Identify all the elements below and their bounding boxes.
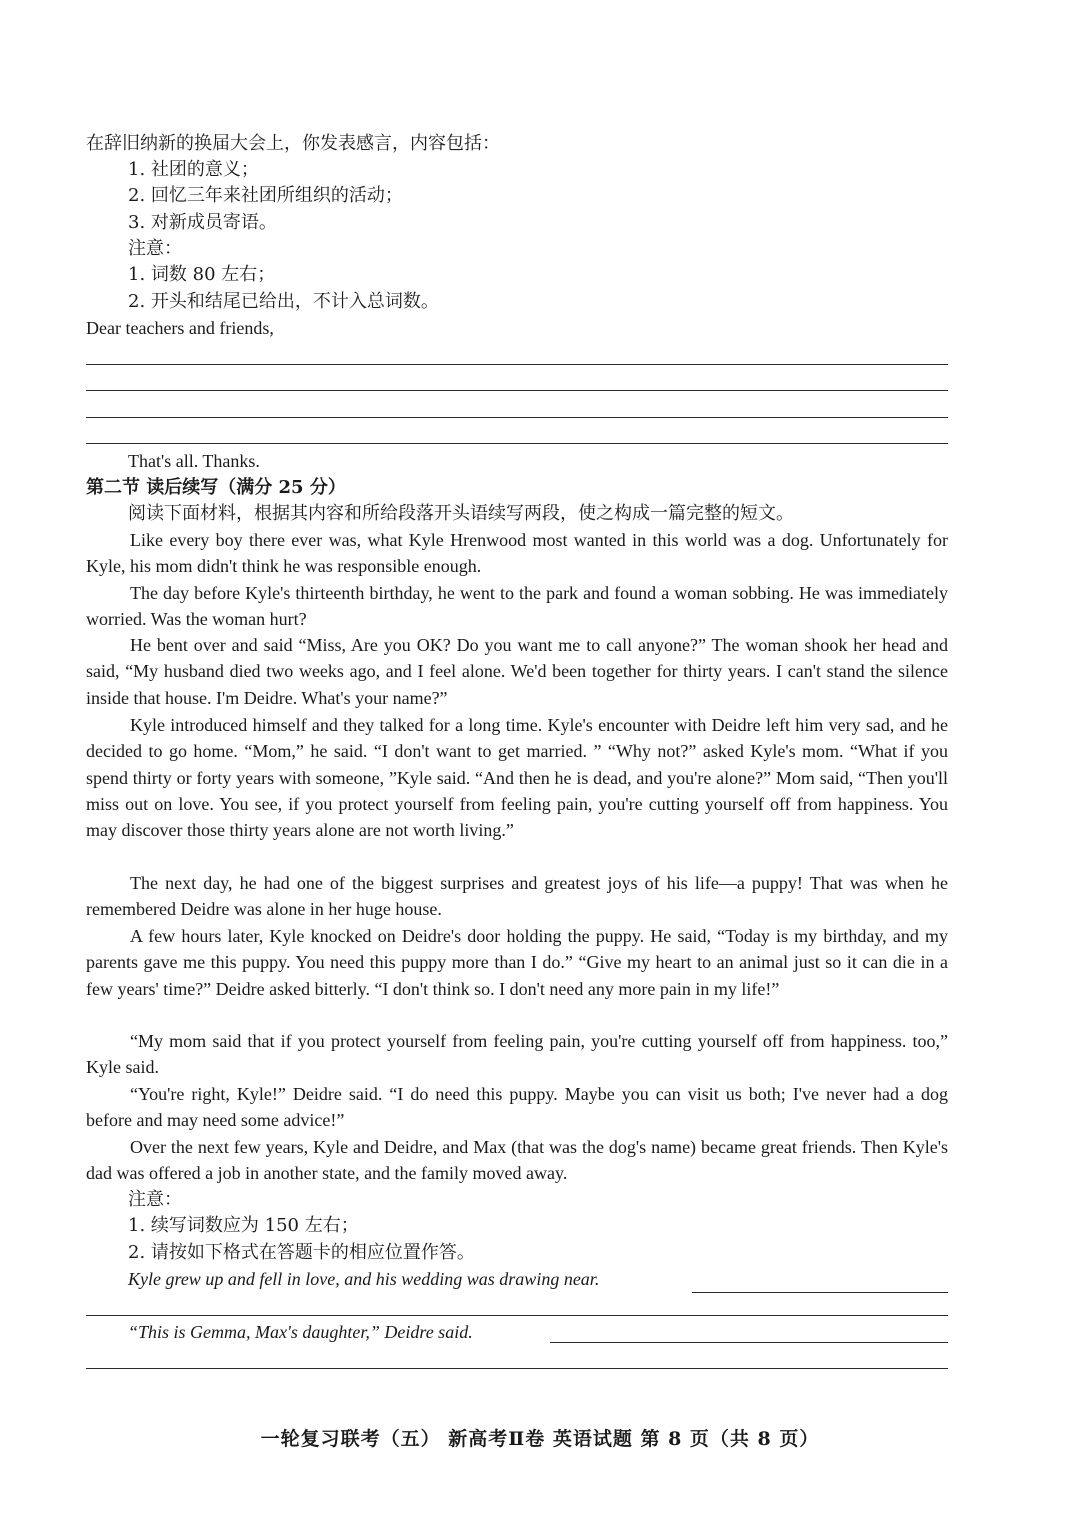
- continuation-blank-2[interactable]: [550, 1342, 948, 1343]
- writing-point-3: 3. 对新成员寄语。: [128, 212, 277, 233]
- continuation-para2-start: “This is Gemma, Max's daughter,” Deidre said.: [128, 1322, 473, 1342]
- story-paragraph-7: “My mom said that if you protect yourself from feeling pain, you're cutting yourself off from happiness. too,” Kyle said.: [86, 1031, 948, 1078]
- continuation-para1-start: Kyle grew up and fell in love, and his wedding was drawing near.: [128, 1269, 600, 1289]
- salutation: Dear teachers and friends,: [86, 318, 274, 338]
- section2-note-2: 2. 请按如下格式在答题卡的相应位置作答。: [128, 1242, 475, 1263]
- continuation-line-1[interactable]: [86, 1315, 948, 1316]
- page-footer: 一轮复习联考（五） 新高考Ⅱ卷 英语试题 第 8 页（共 8 页）: [260, 1428, 820, 1450]
- section2-heading: 第二节 读后续写（满分 25 分）: [86, 477, 346, 498]
- closing: That's all. Thanks.: [128, 451, 260, 471]
- answer-line-4[interactable]: [86, 443, 948, 444]
- writing-point-1: 1. 社团的意义；: [128, 159, 259, 180]
- story-paragraph-3: He bent over and said “Miss, Are you OK? Do you want me to call anyone?” The woman shook her head and said, “My husband died two weeks ago, and I feel alone. We'd been together for thirty years. I can't stand the silence inside that house. I'm Deidre. What's your name?”: [86, 635, 948, 708]
- answer-line-2[interactable]: [86, 390, 948, 391]
- section2-instruction: 阅读下面材料，根据其内容和所给段落开头语续写两段，使之构成一篇完整的短文。: [128, 503, 794, 524]
- writing-point-2: 2. 回忆三年来社团所组织的活动；: [128, 185, 403, 206]
- story-paragraph-9: Over the next few years, Kyle and Deidre, and Max (that was the dog's name) became great friends. Then Kyle's dad was offered a job in another state, and the family moved away.: [86, 1137, 948, 1184]
- story-paragraph-6: A few hours later, Kyle knocked on Deidre's door holding the puppy. He said, “Today is my birthday, and my parents gave me this puppy. You need this puppy more than I do.” “Give my heart to an animal just so it can die in a few years' time?” Deidre asked bitterly. “I don't think so. I don't need any more pain in my life!”: [86, 926, 948, 999]
- continuation-blank-1[interactable]: [692, 1292, 948, 1293]
- story-paragraph-1: Like every boy there ever was, what Kyle Hrenwood most wanted in this world was a dog. Unfortunately for Kyle, his mom didn't think he was responsible enough.: [86, 530, 948, 577]
- story-paragraph-8: “You're right, Kyle!” Deidre said. “I do need this puppy. Maybe you can visit us both; I've never had a dog before and may need some advice!”: [86, 1084, 948, 1131]
- writing-prompt: 在辞旧纳新的换届大会上，你发表感言，内容包括：: [86, 133, 500, 154]
- story-paragraph-5: The next day, he had one of the biggest surprises and greatest joys of his life—a puppy! That was when he remembered Deidre was alone in her huge house.: [86, 873, 948, 920]
- story-paragraph-4: Kyle introduced himself and they talked for a long time. Kyle's encounter with Deidre left him very sad, and he decided to go home. “Mom,” he said. “I don't want to get married. ” “Why not?” asked Kyle's mom. “What if you spend thirty or forty years with someone, ”Kyle said. “And then he is dead, and you're alone?” Mom said, “Then you'll miss out on love. You see, if you protect yourself from feeling pain, you're cutting yourself off from happiness. You may discover those thirty years alone are not worth living.”: [86, 715, 948, 841]
- story-paragraph-2: The day before Kyle's thirteenth birthday, he went to the park and found a woman sobbing. He was immediately worried. Was the woman hurt?: [86, 583, 948, 630]
- writing-note-label: 注意：: [128, 238, 182, 259]
- writing-note-1: 1. 词数 80 左右；: [128, 264, 276, 285]
- section2-note-label: 注意：: [128, 1189, 182, 1210]
- section2-note-1: 1. 续写词数应为 150 左右；: [128, 1215, 359, 1236]
- writing-note-2: 2. 开头和结尾已给出，不计入总词数。: [128, 291, 439, 312]
- answer-line-1[interactable]: [86, 364, 948, 365]
- continuation-line-2[interactable]: [86, 1368, 948, 1369]
- answer-line-3[interactable]: [86, 417, 948, 418]
